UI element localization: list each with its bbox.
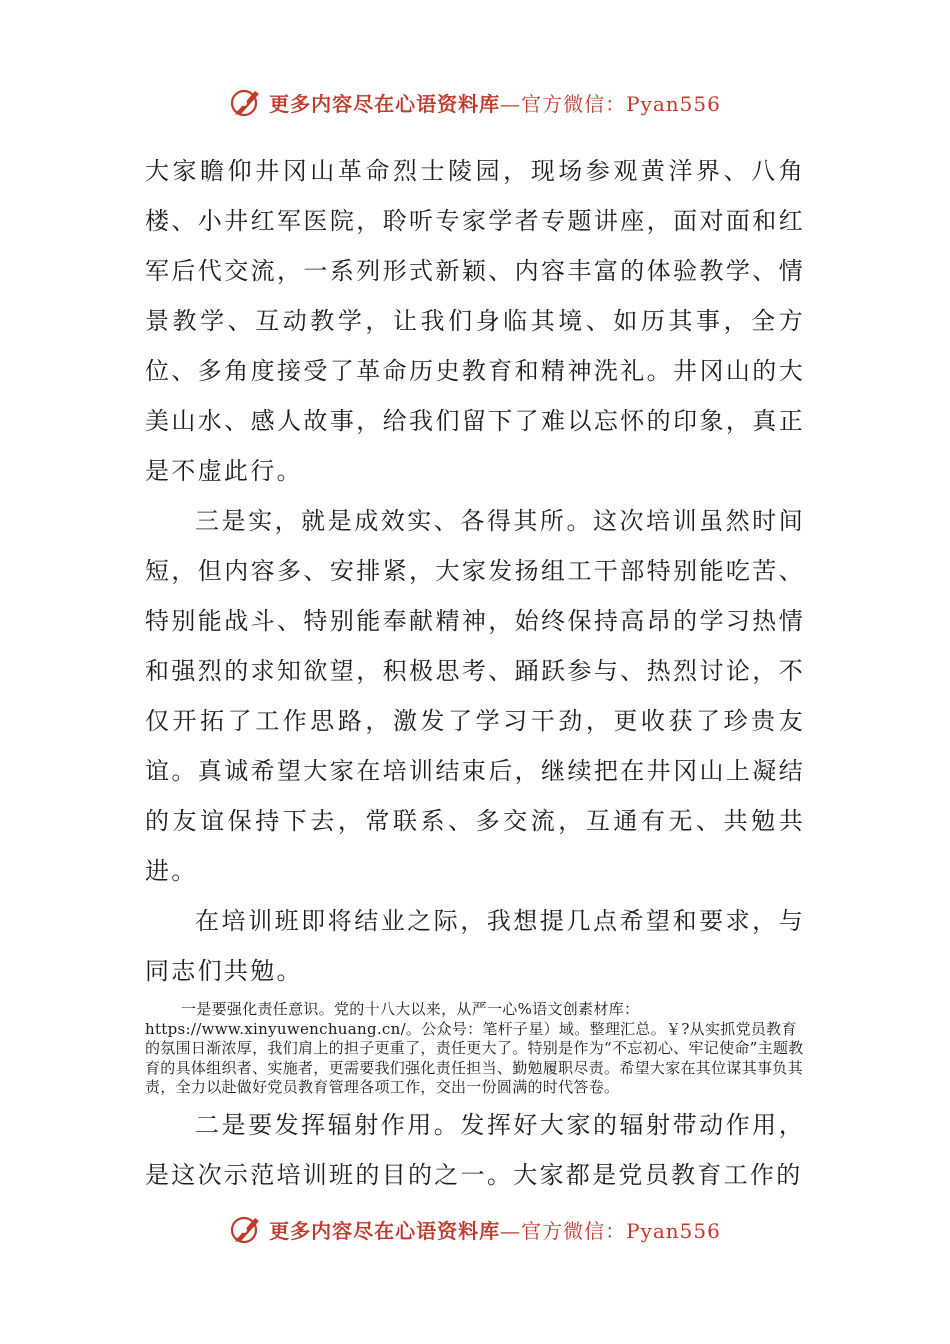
banner-part2: —官方微信： <box>500 1218 627 1243</box>
document-body <box>145 146 805 1200</box>
header-banner <box>0 82 950 122</box>
paragraph-3: 在培训班即将结业之际，我想提几点希望和要求，与同志们共勉。 <box>145 907 805 985</box>
paragraph-2: 三是实，就是成效实、各得其所。这次培训虽然时间短，但内容多、安排紧，大家发扬组工干部特别能吃苦、特别能战斗、特别能奉献精神，始终保持高昂的学习热情和强烈的求知欲望，积极思考、踊跃参与、热烈讨论，不仅开拓了工作思路，激发了学习干劲，更收获了珍贵友谊。真诚希望大家在培训结束后，继续把在井冈山上凝结的友谊保持下去，常联系、多交流，互通有无、共勉共进。 <box>145 507 805 885</box>
banner-text <box>269 88 721 117</box>
paragraph-5: 二是要发挥辐射作用。发挥好大家的辐射带动作用，是这次示范培训班的目的之一。大家都是党员教育工作的 <box>145 1110 805 1189</box>
banner-part1: 更多内容尽在心语资料库 <box>269 91 501 116</box>
banner-part1: 更多内容尽在心语资料库 <box>269 1218 501 1243</box>
banner-part2: —官方微信： <box>500 91 627 116</box>
banner-part3: Pyan556 <box>626 91 721 116</box>
banner-part3: Pyan556 <box>626 1218 721 1243</box>
pen-logo-icon <box>229 1212 263 1246</box>
pen-logo-icon <box>229 85 263 119</box>
paragraph-4: 一是要强化责任意识。党的十八大以来，从严一心%语文创素材库：https://www.xinyuwenchuang.cn/。公众号：笔杆子星）域。整理汇总。￥?从实抓党员教育的氛围日渐浓厚，我们肩上的担子更重了，责任更大了。特别是作为“不忘初心、牢记使命”主题教育的具体组织者、实施者，更需要我们强化责任担当、勤勉履职尽责。希望大家在其位谋其事负其责，全力以赴做好党员教育管理各项工作，交出一份圆满的时代答卷。 <box>145 1000 804 1096</box>
footer-banner <box>0 1209 950 1249</box>
banner-text <box>269 1215 721 1244</box>
paragraph-1: 大家瞻仰井冈山革命烈士陵园，现场参观黄洋界、八角楼、小井红军医院，聆听专家学者专题讲座，面对面和红军后代交流，一系列形式新颖、内容丰富的体验教学、情景教学、互动教学，让我们身临其境、如历其事，全方位、多角度接受了革命历史教育和精神洗礼。井冈山的大美山水、感人故事，给我们留下了难以忘怀的印象，真正是不虚此行。 <box>145 157 805 485</box>
